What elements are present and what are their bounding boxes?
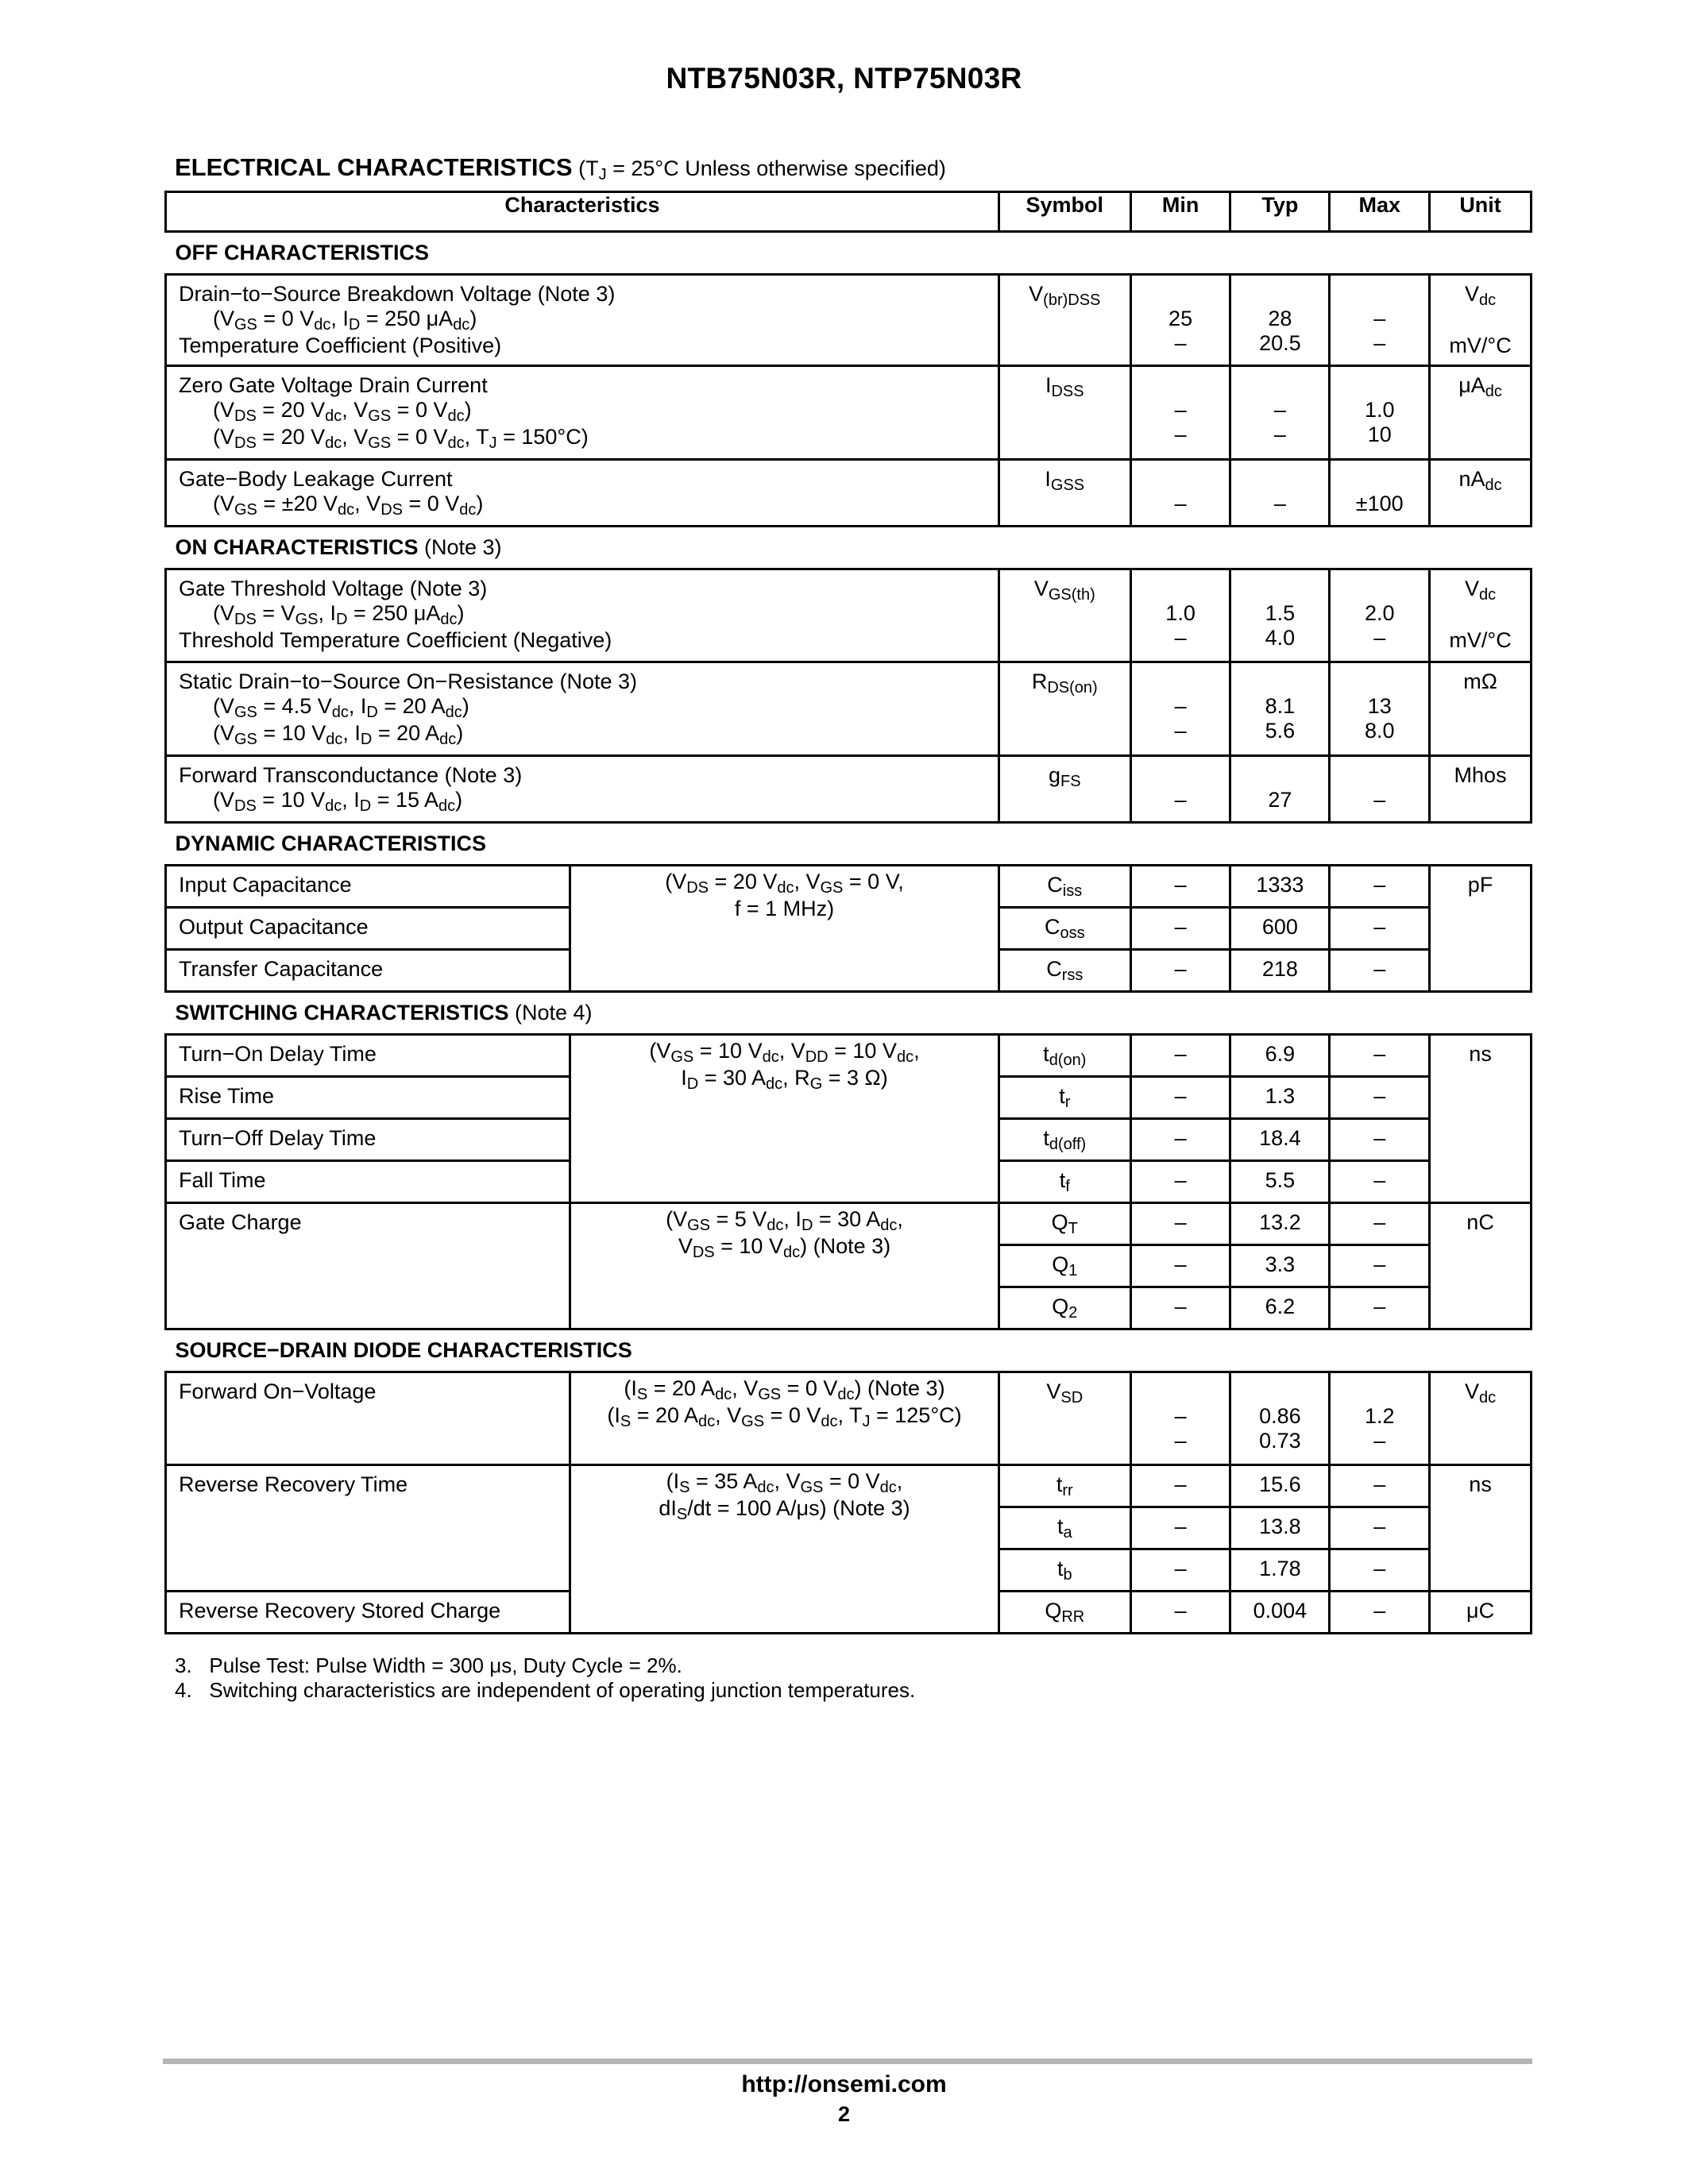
characteristic-cell: Forward Transconductance (Note 3) ($V_{DS} = 10$ $V_{dc}$, $I_D = 15$ $A_{dc}$) — [166, 756, 999, 823]
typ-cell: 5.5 — [1230, 1161, 1330, 1203]
max-cell: – — [1330, 1592, 1430, 1634]
max-cell: – — [1330, 1507, 1430, 1549]
min-cell: – — [1130, 1161, 1230, 1203]
symbol-cell: $I_{GSS}$ — [999, 460, 1130, 527]
characteristic-cell: Input Capacitance — [166, 866, 570, 908]
characteristic-cell: Rise Time — [166, 1077, 570, 1119]
symbol-cell: $t_r$ — [999, 1077, 1130, 1119]
test-condition-cell: ($V_{GS} = 10$ $V_{dc}$, $V_{DD} = 10$ $V_{dc}$, $I_D = 30$ $A_{dc}$, $R_G = 3$ Ω) — [570, 1035, 999, 1203]
min-cell: – — [1130, 756, 1230, 823]
section-dynamic: DYNAMIC CHARACTERISTICS — [175, 832, 486, 855]
symbol-cell: $C_{rss}$ — [999, 950, 1130, 992]
typ-cell: 1.5 4.0 — [1230, 569, 1330, 662]
max-cell: – — [1330, 1203, 1430, 1245]
ec-condition: ($T_J = 25^\circ C$ Unless otherwise specified) — [578, 156, 946, 183]
characteristic-cell: Fall Time — [166, 1161, 570, 1203]
footnotes — [175, 1653, 915, 1703]
symbol-cell: $g_{FS}$ — [999, 756, 1130, 823]
table-row — [166, 1035, 1532, 1077]
header-unit: Unit — [1430, 192, 1532, 232]
table-row — [166, 1372, 1532, 1465]
characteristic-cell: Output Capacitance — [166, 908, 570, 950]
min-cell: 25 – — [1130, 275, 1230, 366]
header-min: Min — [1130, 192, 1230, 232]
min-cell: – — [1130, 1035, 1230, 1077]
typ-cell: 13.2 — [1230, 1203, 1330, 1245]
typ-cell: 18.4 — [1230, 1119, 1330, 1161]
unit-cell: $V_{dc}$ mV/°C — [1430, 569, 1532, 662]
page-title: NTB75N03R, NTP75N03R — [666, 62, 1022, 95]
symbol-cell: $Q_{RR}$ — [999, 1592, 1130, 1634]
characteristic-cell: Turn−On Delay Time — [166, 1035, 570, 1077]
characteristic-cell: Gate Charge — [166, 1203, 570, 1329]
header-max: Max — [1330, 192, 1430, 232]
section-on: ON CHARACTERISTICS (Note 3) — [175, 535, 502, 559]
min-cell: – — [1130, 1203, 1230, 1245]
typ-cell: 6.2 — [1230, 1287, 1330, 1329]
unit-cell: ns — [1430, 1035, 1532, 1203]
table-row — [166, 569, 1532, 662]
min-cell: – — [1130, 1592, 1230, 1634]
unit-cell: nC — [1430, 1203, 1532, 1329]
symbol-cell: $t_{d(on)}$ — [999, 1035, 1130, 1077]
typ-cell: 3.3 — [1230, 1245, 1330, 1287]
max-cell: – — [1330, 1245, 1430, 1287]
test-condition-cell: ($I_S = 20$ $A_{dc}$, $V_{GS} = 0$ $V_{dc}$) (Note 3) ($I_S = 20$ $A_{dc}$, $V_{GS} = 0$ $V_{dc}$, $T_J = 125^\circ C$) — [570, 1372, 999, 1465]
typ-cell: 218 — [1230, 950, 1330, 992]
max-cell: – — [1330, 1549, 1430, 1592]
typ-cell: 6.9 — [1230, 1035, 1330, 1077]
symbol-cell: $Q_2$ — [999, 1287, 1130, 1329]
min-cell: 1.0 – — [1130, 569, 1230, 662]
characteristic-cell: Gate−Body Leakage Current ($V_{GS} = \pm 20$ $V_{dc}$, $V_{DS} = 0$ $V_{dc}$) — [166, 460, 999, 527]
unit-cell: pF — [1430, 866, 1532, 992]
unit-cell: Mhos — [1430, 756, 1532, 823]
footnote-4: 4. Switching characteristics are independent of operating junction temperatures. — [175, 1678, 916, 1702]
max-cell: 1.0 10 — [1330, 366, 1430, 460]
min-cell: – — [1130, 866, 1230, 908]
typ-cell: 1.3 — [1230, 1077, 1330, 1119]
min-cell: – – — [1130, 1372, 1230, 1465]
footnote-3: 3. Pulse Test: Pulse Width = 300 μs, Duty Cycle = 2%. — [175, 1653, 682, 1677]
page-number: 2 — [837, 2102, 851, 2126]
table-row — [166, 1465, 1532, 1507]
electrical-characteristics-table — [164, 191, 1532, 1634]
symbol-cell: $V_{GS(th)}$ — [999, 569, 1130, 662]
ec-label: ELECTRICAL CHARACTERISTICS — [175, 153, 573, 181]
min-cell: – — [1130, 460, 1230, 527]
characteristic-cell: Reverse Recovery Time — [166, 1465, 570, 1592]
table-row — [166, 662, 1532, 756]
typ-cell: 600 — [1230, 908, 1330, 950]
characteristic-cell: Transfer Capacitance — [166, 950, 570, 992]
symbol-cell: $t_f$ — [999, 1161, 1130, 1203]
table-row — [166, 275, 1532, 366]
table-row — [166, 756, 1532, 823]
typ-cell: 27 — [1230, 756, 1330, 823]
typ-cell: – – — [1230, 366, 1330, 460]
section-switching: SWITCHING CHARACTERISTICS (Note 4) — [175, 1001, 593, 1024]
max-cell: – — [1330, 908, 1430, 950]
characteristic-cell: Turn−Off Delay Time — [166, 1119, 570, 1161]
footer-divider — [163, 2059, 1532, 2064]
min-cell: – — [1130, 1507, 1230, 1549]
header-typ: Typ — [1230, 192, 1330, 232]
test-condition-cell: ($I_S = 35$ $A_{dc}$, $V_{GS} = 0$ $V_{dc}$, $dI_S/dt = 100$ A/μs) (Note 3) — [570, 1465, 999, 1634]
unit-cell: $V_{dc}$ mV/°C — [1430, 275, 1532, 366]
max-cell: – — [1330, 1287, 1430, 1329]
characteristic-cell: Static Drain−to−Source On−Resistance (Note 3) ($V_{GS} = 4.5$ $V_{dc}$, $I_D = 20$ $A_{dc}$) ($V_{GS} = 10$ $V_{dc}$, $I_D = 20$ $A_{dc}$) — [166, 662, 999, 756]
symbol-cell: $R_{DS(on)}$ — [999, 662, 1130, 756]
max-cell: 1.2 – — [1330, 1372, 1430, 1465]
max-cell: – – — [1330, 275, 1430, 366]
table-row — [166, 1203, 1532, 1245]
max-cell: – — [1330, 866, 1430, 908]
table-row — [166, 460, 1532, 527]
symbol-cell: $Q_1$ — [999, 1245, 1130, 1287]
symbol-cell: $V_{SD}$ — [999, 1372, 1130, 1465]
min-cell: – — [1130, 1119, 1230, 1161]
typ-cell: – — [1230, 460, 1330, 527]
test-condition-cell: ($V_{DS} = 20$ $V_{dc}$, $V_{GS} = 0$ V, f = 1 MHz) — [570, 866, 999, 992]
symbol-cell: $C_{oss}$ — [999, 908, 1130, 950]
unit-cell: μC — [1430, 1592, 1532, 1634]
section-off: OFF CHARACTERISTICS — [175, 241, 429, 264]
min-cell: – – — [1130, 662, 1230, 756]
max-cell: 2.0 – — [1330, 569, 1430, 662]
min-cell: – – — [1130, 366, 1230, 460]
min-cell: – — [1130, 950, 1230, 992]
unit-cell: ns — [1430, 1465, 1532, 1592]
typ-cell: 28 20.5 — [1230, 275, 1330, 366]
table-row — [166, 866, 1532, 908]
typ-cell: 1.78 — [1230, 1549, 1330, 1592]
characteristic-cell: Gate Threshold Voltage (Note 3) ($V_{DS} = V_{GS}$, $I_D = 250$ $\mu A_{dc}$) Threshold Temperature Coefficient (Negative) — [166, 569, 999, 662]
table-row — [166, 366, 1532, 460]
characteristic-cell: Forward On−Voltage — [166, 1372, 570, 1465]
max-cell: ±100 — [1330, 460, 1430, 527]
symbol-cell: $t_{rr}$ — [999, 1465, 1130, 1507]
typ-cell: 1333 — [1230, 866, 1330, 908]
min-cell: – — [1130, 1077, 1230, 1119]
characteristic-cell: Drain−to−Source Breakdown Voltage (Note 3) ($V_{GS} = 0$ $V_{dc}$, $I_D = 250$ $\mu A_{dc}$) Temperature Coefficient (Positive) — [166, 275, 999, 366]
max-cell: – — [1330, 1465, 1430, 1507]
unit-cell: $\mu A_{dc}$ — [1430, 366, 1532, 460]
test-condition-cell: ($V_{GS} = 5$ $V_{dc}$, $I_D = 30$ $A_{dc}$, $V_{DS} = 10$ $V_{dc}$) (Note 3) — [570, 1203, 999, 1329]
table-header-row — [166, 192, 1532, 232]
max-cell: – — [1330, 756, 1430, 823]
max-cell: – — [1330, 1161, 1430, 1203]
typ-cell: 0.004 — [1230, 1592, 1330, 1634]
max-cell: 13 8.0 — [1330, 662, 1430, 756]
unit-cell: $nA_{dc}$ — [1430, 460, 1532, 527]
min-cell: – — [1130, 1549, 1230, 1592]
section-heading — [175, 153, 946, 182]
symbol-cell: $I_{DSS}$ — [999, 366, 1130, 460]
symbol-cell: $t_a$ — [999, 1507, 1130, 1549]
symbol-cell: $t_{d(off)}$ — [999, 1119, 1130, 1161]
symbol-cell: $Q_T$ — [999, 1203, 1130, 1245]
unit-cell: mΩ — [1430, 662, 1532, 756]
max-cell: – — [1330, 1035, 1430, 1077]
typ-cell: 13.8 — [1230, 1507, 1330, 1549]
min-cell: – — [1130, 1287, 1230, 1329]
typ-cell: 15.6 — [1230, 1465, 1330, 1507]
unit-cell: $V_{dc}$ — [1430, 1372, 1532, 1465]
min-cell: – — [1130, 908, 1230, 950]
header-symbol: Symbol — [999, 192, 1130, 232]
max-cell: – — [1330, 1077, 1430, 1119]
min-cell: – — [1130, 1245, 1230, 1287]
min-cell: – — [1130, 1465, 1230, 1507]
symbol-cell: $C_{iss}$ — [999, 866, 1130, 908]
typ-cell: 8.1 5.6 — [1230, 662, 1330, 756]
typ-cell: 0.86 0.73 — [1230, 1372, 1330, 1465]
symbol-cell: $t_b$ — [999, 1549, 1130, 1592]
characteristic-cell: Reverse Recovery Stored Charge — [166, 1592, 570, 1634]
max-cell: – — [1330, 1119, 1430, 1161]
section-source-drain: SOURCE−DRAIN DIODE CHARACTERISTICS — [175, 1338, 632, 1362]
header-characteristics: Characteristics — [166, 192, 999, 232]
characteristic-cell: Zero Gate Voltage Drain Current ($V_{DS} = 20$ $V_{dc}$, $V_{GS} = 0$ $V_{dc}$) ($V_{DS} = 20$ $V_{dc}$, $V_{GS} = 0$ $V_{dc}$, $T_J = 150^\circ C$) — [166, 366, 999, 460]
footer-url[interactable]: http://onsemi.com — [741, 2071, 947, 2097]
symbol-cell: $V_{(br)DSS}$ — [999, 275, 1130, 366]
max-cell: – — [1330, 950, 1430, 992]
